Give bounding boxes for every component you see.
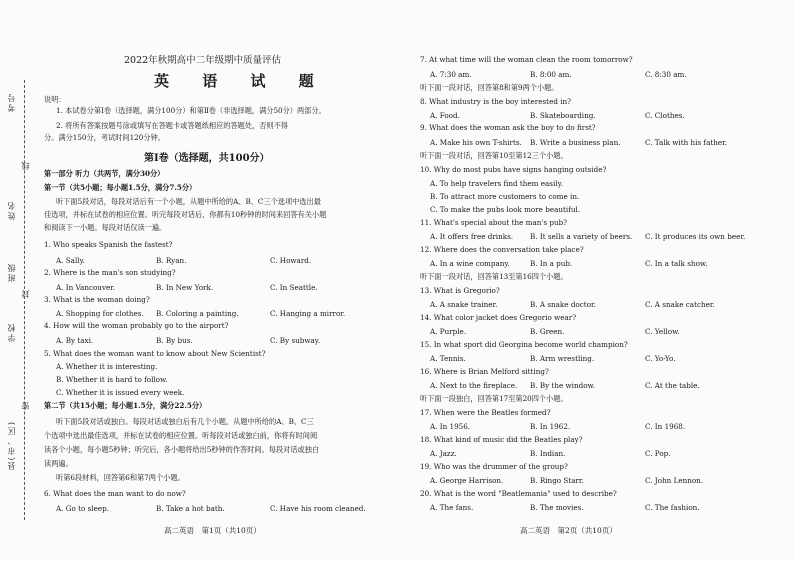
q11-option-c: C. It produces its own beer. xyxy=(645,232,746,241)
question-1: 1. Who speaks Spanish the fastest? xyxy=(44,240,173,249)
q12-option-a: A. In a wine company. xyxy=(430,259,510,268)
sub2-desc-3: 读各个小题，每小题5秒钟；听完后，各小题将给出5秒钟的作答时间。每段对话或独白 xyxy=(44,445,320,454)
q5-option-b: B. Whether it is hard to follow. xyxy=(56,375,168,384)
instructions-label: 说明： xyxy=(44,95,66,104)
q3-option-c: C. Hanging a mirror. xyxy=(270,309,346,318)
sub1-desc-3: 和阅读下一小题。每段对话仅读一遍。 xyxy=(44,223,167,232)
question-7: 7. At what time will the woman clean the room tomorrow? xyxy=(420,55,633,64)
q10-option-b: B. To attract more customers to come in. xyxy=(430,192,580,201)
q9-option-a: A. Make his own T-shirts. xyxy=(430,138,522,147)
q13-option-c: C. A snake catcher. xyxy=(645,300,715,309)
q4-option-a: A. By taxi. xyxy=(56,336,94,345)
footer-left: 高二英语 第1页（共10页） xyxy=(164,526,261,535)
q9-option-c: C. Talk with his father. xyxy=(645,138,728,147)
q18-option-b: B. Indian. xyxy=(530,449,566,458)
exam-title: 2022年秋期高中二年级期中质量评估 xyxy=(124,55,282,66)
question-11: 11. What's special about the man's pub? xyxy=(420,218,568,227)
q10-option-c: C. To make the pubs look more beautiful. xyxy=(430,205,581,214)
margin-label-secret: 密 xyxy=(21,400,30,410)
q15-option-c: C. Yo-Yo. xyxy=(645,354,676,363)
q12-option-b: B. In a pub. xyxy=(530,259,573,268)
q8-option-c: C. Clothes. xyxy=(645,111,685,120)
question-10: 10. Why do most pubs have signs hanging outside? xyxy=(420,165,607,174)
intro-17-20: 听下面一段独白，回答第17至第20四个小题。 xyxy=(420,394,568,403)
q19-option-c: C. John Lennon. xyxy=(645,476,704,485)
q6-option-a: A. Go to sleep. xyxy=(56,504,109,513)
binding-margin xyxy=(0,0,30,561)
q17-option-a: A. In 1956. xyxy=(430,422,471,431)
q16-option-a: A. Next to the fireplace. xyxy=(430,381,518,390)
q1-option-c: C. Howard. xyxy=(270,256,312,265)
q17-option-b: B. In 1962. xyxy=(530,422,571,431)
q9-option-b: B. Write a business plan. xyxy=(530,138,621,147)
question-8: 8. What industry is the boy interested in? xyxy=(420,97,571,106)
question-17: 17. When were the Beatles formed? xyxy=(420,408,551,417)
q13-option-b: B. A snake doctor. xyxy=(530,300,596,309)
subject-title: 英 语 试 题 xyxy=(154,72,328,90)
sub2-desc-1: 听下面5段对话或独白。每段对话或独白后有几个小题，从题中所给的A、B、C三 xyxy=(56,417,314,426)
q18-option-c: C. Pop. xyxy=(645,449,671,458)
question-2: 2. Where is the man's son studying? xyxy=(44,268,176,277)
sub2-title: 第二节（共15小题；每小题1.5分，满分22.5分） xyxy=(44,401,207,410)
q14-option-b: B. Green. xyxy=(530,327,565,336)
q20-option-a: A. The fans. xyxy=(430,503,474,512)
q4-option-c: C. By subway. xyxy=(270,336,321,345)
intro-8-9: 听下面一段对话，回答第8和第9两个小题。 xyxy=(420,83,559,92)
q19-option-a: A. George Harrison. xyxy=(430,476,504,485)
q7-option-b: B. 8:00 am. xyxy=(530,70,572,79)
margin-label-seal: 封 xyxy=(21,288,30,298)
sub2-desc-4: 读两遍。 xyxy=(44,459,73,468)
question-3: 3. What is the woman doing? xyxy=(44,295,150,304)
q14-option-a: A. Purple. xyxy=(430,327,467,336)
sub1-title: 第一节（共5小题；每小题1.5分，满分7.5分） xyxy=(44,183,197,192)
margin-label-county: 县(市、区) xyxy=(7,420,16,471)
sub1-desc-1: 听下面5段对话，每段对话后有一个小题，从题中所给的A、B、C三个选项中选出最 xyxy=(56,197,321,206)
binding-dashed-line xyxy=(24,80,25,520)
q5-option-a: A. Whether it is interesting. xyxy=(56,362,158,371)
sub1-desc-2: 佳选项，并标在试卷的相应位置。听完每段对话后，你都有10秒钟的时间来回答有关小题 xyxy=(44,210,327,219)
q11-option-a: A. It offers free drinks. xyxy=(430,232,514,241)
q1-option-b: B. Ryan. xyxy=(156,256,187,265)
question-20: 20. What is the word "Beatlemania" used to describe? xyxy=(420,489,617,498)
margin-label-class: 班级 xyxy=(7,262,16,282)
instruction-line-2b: 分。满分150分，考试时间120分钟。 xyxy=(44,133,165,142)
q20-option-c: C. The fashion. xyxy=(645,503,700,512)
q10-option-a: A. To help travelers find them easily. xyxy=(430,179,563,188)
sub2-intro-6: 听第6段材料，回答第6和第7两个小题。 xyxy=(56,473,185,482)
q15-option-a: A. Tennis. xyxy=(430,354,466,363)
question-19: 19. Who was the drummer of the group? xyxy=(420,462,568,471)
instruction-line-2a: 2. 将所有答案按题号涂或填写在答题卡或答题纸相应的答题处，否则不得 xyxy=(56,121,288,130)
q12-option-c: C. In a talk show. xyxy=(645,259,708,268)
sub2-desc-2: 个选项中选出最佳选项，并标在试卷的相应位置。听每段对话或独白前，你将有时间阅 xyxy=(44,431,318,440)
q11-option-b: B. It sells a variety of beers. xyxy=(530,232,633,241)
question-5: 5. What does the woman want to know about New Scientist? xyxy=(44,349,266,358)
instruction-line-1: 1. 本试卷分第Ⅰ卷（选择题，满分100分）和第Ⅱ卷（非选择题，满分50分）两部分。 xyxy=(56,106,326,115)
q2-option-a: A. In Vancouver. xyxy=(56,283,116,292)
margin-label-line: 线 xyxy=(21,160,30,170)
q7-option-c: C. 8:30 am. xyxy=(645,70,687,79)
footer-right: 高二英语 第2页（共10页） xyxy=(520,526,617,535)
question-16: 16. Where is Brian Melford sitting? xyxy=(420,367,549,376)
section1-title: 第一部分 听力（共两节，满分30分） xyxy=(44,169,165,178)
part1-title: 第Ⅰ卷（选择题，共100分） xyxy=(144,153,270,164)
q6-option-b: B. Take a hot bath. xyxy=(156,504,225,513)
question-14: 14. What color jacket does Gregorio wear? xyxy=(420,313,577,322)
q1-option-a: A. Sally. xyxy=(56,256,85,265)
q8-option-a: A. Food. xyxy=(430,111,460,120)
margin-label-school: 学校 xyxy=(7,322,16,342)
q3-option-b: B. Coloring a painting. xyxy=(156,309,239,318)
question-9: 9. What does the woman ask the boy to do first? xyxy=(420,123,596,132)
intro-10-12: 听下面一段对话，回答第10至第12三个小题。 xyxy=(420,151,568,160)
question-12: 12. Where does the conversation take place? xyxy=(420,245,584,254)
margin-label-name: 姓名 xyxy=(7,200,16,220)
margin-label-exam-number: 考号 xyxy=(7,92,16,112)
q17-option-c: C. In 1968. xyxy=(645,422,686,431)
q7-option-a: A. 7:30 am. xyxy=(430,70,472,79)
q2-option-c: C. In Seattle. xyxy=(270,283,318,292)
q14-option-c: C. Yellow. xyxy=(645,327,680,336)
q15-option-b: B. Arm wrestling. xyxy=(530,354,595,363)
q5-option-c: C. Whether it is issued every week. xyxy=(56,388,185,397)
q6-option-c: C. Have his room cleaned. xyxy=(270,504,366,513)
question-4: 4. How will the woman probably go to the airport? xyxy=(44,321,229,330)
q16-option-c: C. At the table. xyxy=(645,381,700,390)
q4-option-b: B. By bus. xyxy=(156,336,193,345)
q20-option-b: B. The movies. xyxy=(530,503,584,512)
question-6: 6. What does the man want to do now? xyxy=(44,489,186,498)
question-13: 13. What is Gregorio? xyxy=(420,286,500,295)
q8-option-b: B. Skateboarding. xyxy=(530,111,596,120)
q2-option-b: B. In New York. xyxy=(156,283,214,292)
q13-option-a: A. A snake trainer. xyxy=(430,300,498,309)
intro-13-16: 听下面一段对话，回答第13至第16四个小题。 xyxy=(420,272,568,281)
q16-option-b: B. By the window. xyxy=(530,381,596,390)
question-15: 15. In what sport did Georgina become world champion? xyxy=(420,340,628,349)
q3-option-a: A. Shopping for clothes. xyxy=(56,309,144,318)
question-18: 18. What kind of music did the Beatles play? xyxy=(420,435,583,444)
q18-option-a: A. Jazz. xyxy=(430,449,457,458)
q19-option-b: B. Ringo Starr. xyxy=(530,476,584,485)
